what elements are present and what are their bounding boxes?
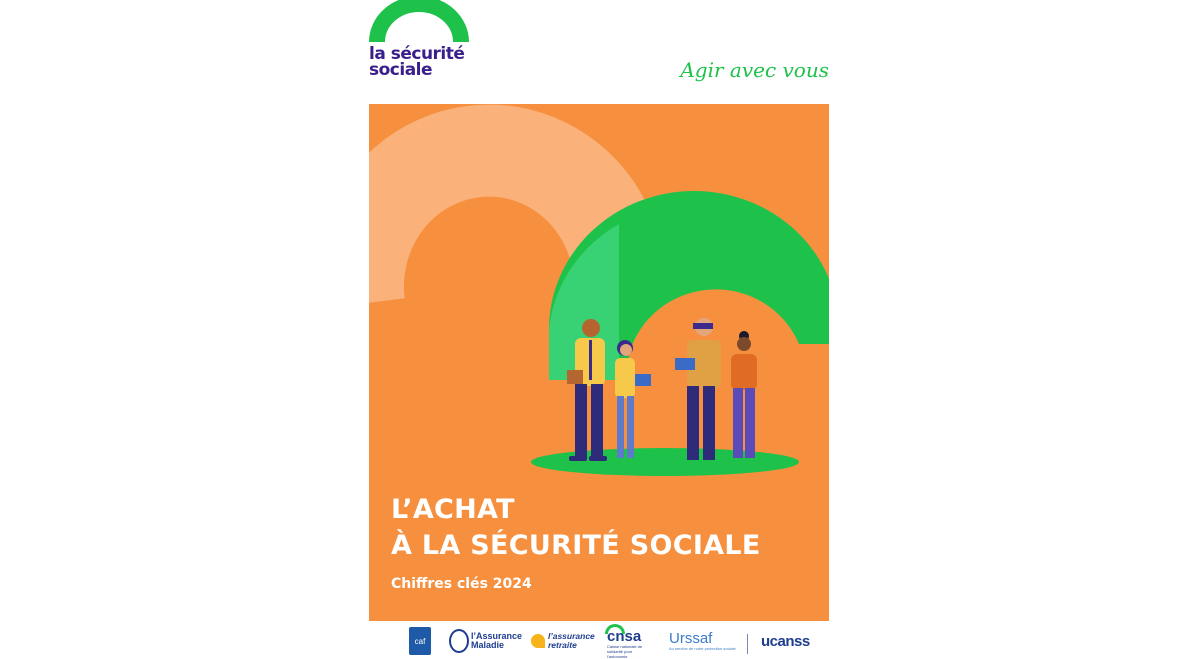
tagline: Agir avec vous <box>680 58 829 82</box>
cover-subtitle: Chiffres clés 2024 <box>391 576 532 592</box>
assurance-maladie-line-1: l’Assurance <box>471 631 523 641</box>
ground-shape <box>531 448 799 476</box>
ucanss-text: ucanss <box>761 632 810 650</box>
caf-label: caf <box>414 636 426 646</box>
logo-line-1: la sécurité <box>369 44 465 64</box>
assurance-retraite-text <box>548 632 595 650</box>
logo-text <box>369 46 469 78</box>
urssaf-subtext: Au service de notre protection sociale <box>669 646 736 651</box>
urssaf-logo <box>669 624 736 658</box>
cover-title <box>391 492 761 564</box>
caf-logo <box>409 624 433 658</box>
cover-title-line-2: À LA SÉCURITÉ SOCIALE <box>391 530 761 561</box>
partner-divider <box>747 634 748 654</box>
person-3-figure <box>675 318 721 460</box>
urssaf-text: Urssaf <box>669 630 713 647</box>
cnsa-arc-icon <box>605 624 625 634</box>
logo-line-2: sociale <box>369 60 433 80</box>
ucanss-logo <box>761 624 810 658</box>
assurance-retraite-line-1: l’assurance <box>548 631 595 641</box>
assurance-retraite-logo <box>531 624 595 658</box>
assurance-maladie-logo <box>449 624 522 658</box>
partner-logos <box>369 624 829 658</box>
logo-arc-icon <box>369 0 469 48</box>
assurance-retraite-line-2: retraite <box>548 640 577 650</box>
caf-logo-box <box>409 627 431 655</box>
cnsa-subtext: Caisse nationale de solidarité pour l’autonomie <box>607 643 643 659</box>
assurance-maladie-line-2: Maladie <box>471 640 505 650</box>
cnsa-logo <box>607 624 653 658</box>
cover-title-line-1: L’ACHAT <box>391 494 515 525</box>
cover-panel <box>369 104 829 621</box>
securite-sociale-logo <box>369 0 469 90</box>
cnsa-text: cnsa <box>607 627 642 645</box>
person-4-figure <box>731 331 757 458</box>
assurance-maladie-icon <box>449 629 469 653</box>
assurance-maladie-text <box>471 632 522 650</box>
document-page <box>369 0 829 658</box>
assurance-retraite-icon <box>531 634 545 648</box>
